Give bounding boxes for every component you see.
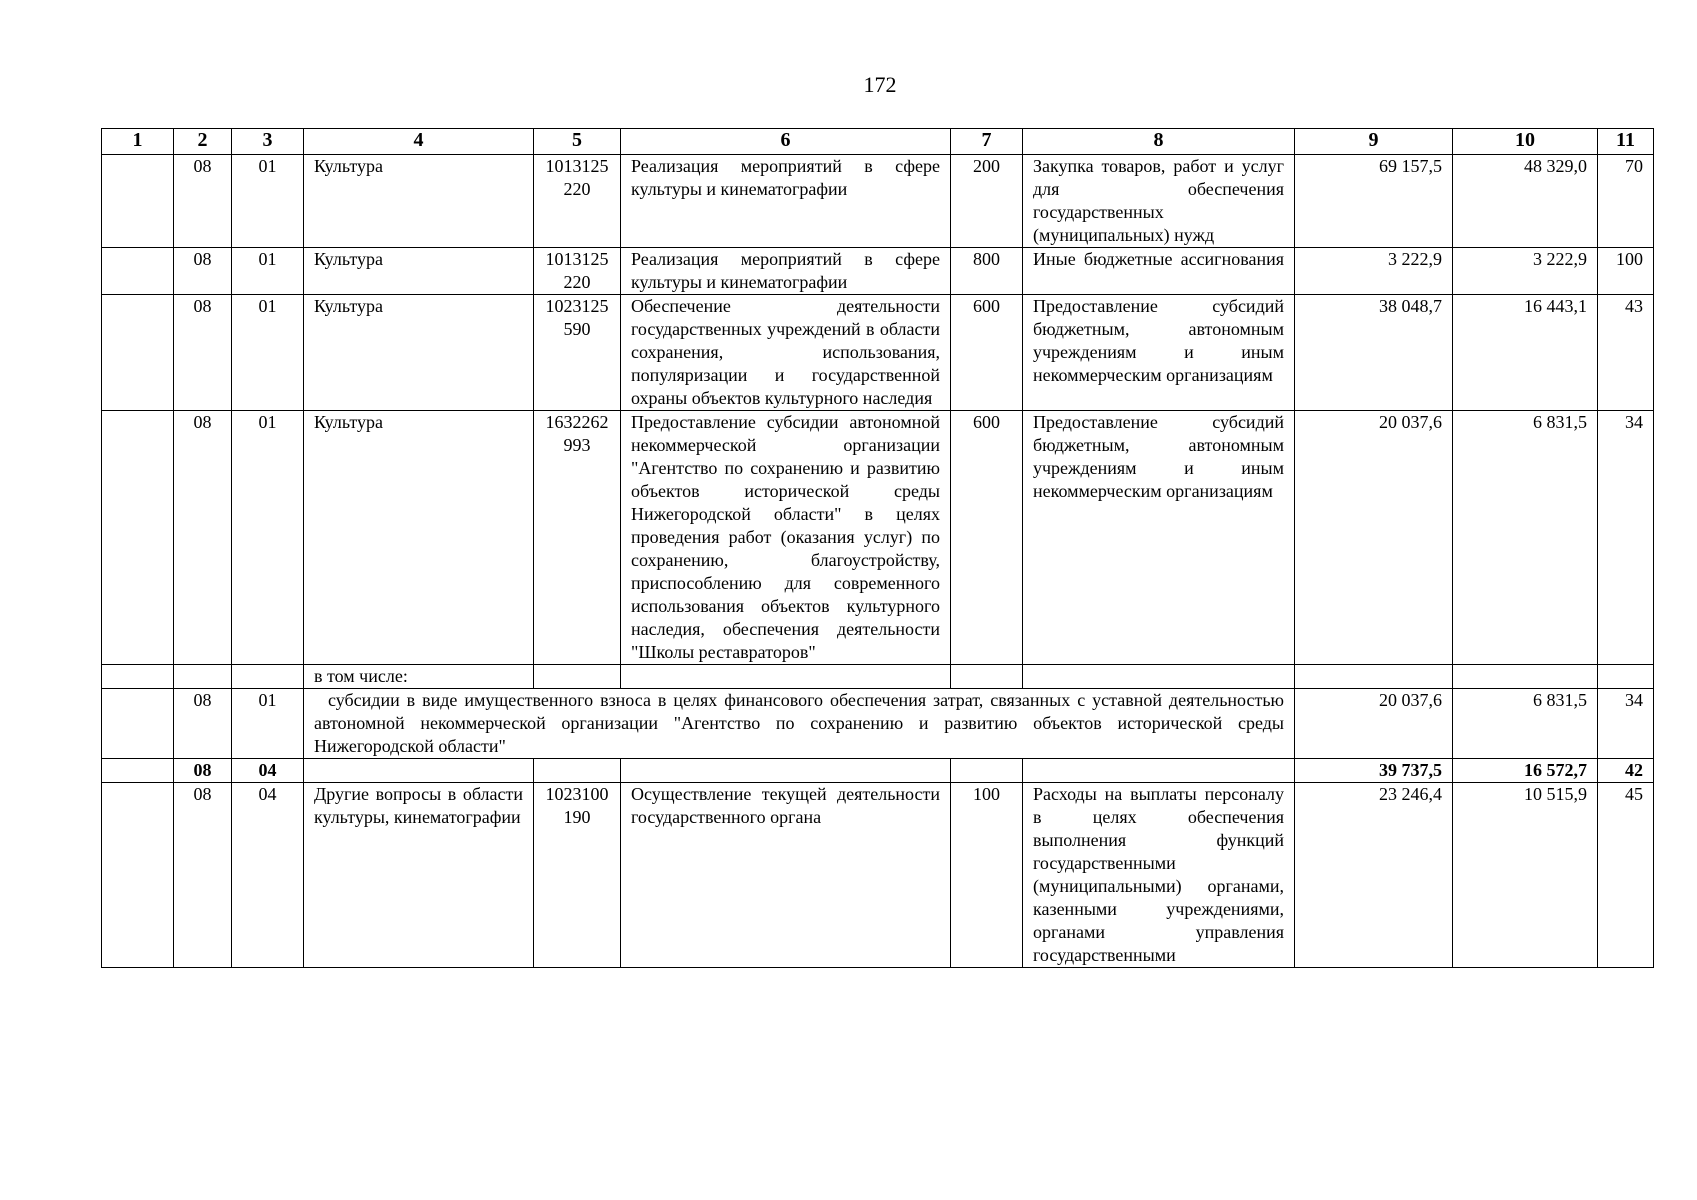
subtotal-row — [102, 759, 1654, 783]
cell-expense-type: 800 — [951, 248, 1023, 295]
table-row — [102, 295, 1654, 411]
cell-subsection: 04 — [232, 759, 304, 783]
cell-description: Осуществление текущей деятельности государственного органа — [621, 783, 951, 968]
cell-expense-name: Иные бюджетные ассигнования — [1023, 248, 1295, 295]
cell-plan: 39 737,5 — [1295, 759, 1453, 783]
column-header: 1 — [102, 129, 174, 155]
table-row — [102, 248, 1654, 295]
cell-percent: 34 — [1598, 411, 1654, 665]
cell-target-code: 1023100190 — [534, 783, 621, 968]
cell-expense-name: Предоставление субсидий бюджетным, автономным учреждениям и иным некоммерческим организациям — [1023, 295, 1295, 411]
column-header: 4 — [304, 129, 534, 155]
cell-plan: 23 246,4 — [1295, 783, 1453, 968]
column-header: 2 — [174, 129, 232, 155]
cell-col1 — [102, 248, 174, 295]
cell-section: 08 — [174, 411, 232, 665]
cell-subsection: 01 — [232, 155, 304, 248]
cell-actual: 48 329,0 — [1453, 155, 1598, 248]
cell-percent: 42 — [1598, 759, 1654, 783]
cell-subsection: 01 — [232, 689, 304, 759]
cell-subsection: 01 — [232, 295, 304, 411]
cell-expense-type: 200 — [951, 155, 1023, 248]
cell-target-code: 1013125220 — [534, 248, 621, 295]
cell-percent: 100 — [1598, 248, 1654, 295]
cell-section: 08 — [174, 248, 232, 295]
column-header: 8 — [1023, 129, 1295, 155]
cell-col1 — [102, 155, 174, 248]
cell-plan: 20 037,6 — [1295, 411, 1453, 665]
including-row — [102, 665, 1654, 689]
cell-name: Культура — [304, 411, 534, 665]
cell-name: Культура — [304, 248, 534, 295]
cell-actual: 3 222,9 — [1453, 248, 1598, 295]
cell-expense-name: Закупка товаров, работ и услуг для обеспечения государственных (муниципальных) нужд — [1023, 155, 1295, 248]
cell-expense-name: Предоставление субсидий бюджетным, автономным учреждениям и иным некоммерческим организациям — [1023, 411, 1295, 665]
cell-col1 — [102, 783, 174, 968]
cell-plan: 69 157,5 — [1295, 155, 1453, 248]
cell-section: 08 — [174, 783, 232, 968]
cell-description: Обеспечение деятельности государственных учреждений в области сохранения, использования, популяризации и государственной охраны объектов культурного наследия — [621, 295, 951, 411]
column-header: 11 — [1598, 129, 1654, 155]
cell-col1 — [102, 295, 174, 411]
cell-actual: 16 572,7 — [1453, 759, 1598, 783]
column-header: 7 — [951, 129, 1023, 155]
column-header: 3 — [232, 129, 304, 155]
cell-name: Культура — [304, 295, 534, 411]
column-header: 9 — [1295, 129, 1453, 155]
column-header: 10 — [1453, 129, 1598, 155]
header-row — [102, 129, 1654, 155]
cell-percent: 45 — [1598, 783, 1654, 968]
cell-actual: 10 515,9 — [1453, 783, 1598, 968]
subsidy-description: субсидии в виде имущественного взноса в целях финансового обеспечения затрат, связанных с уставной деятельностью автономной некоммерческой организации "Агентство по сохранению и развитию объектов исторической среды Нижегородской области" — [304, 689, 1295, 759]
cell-target-code: 1013125220 — [534, 155, 621, 248]
column-header: 6 — [621, 129, 951, 155]
cell-subsection: 01 — [232, 411, 304, 665]
column-header: 5 — [534, 129, 621, 155]
cell-expense-type: 600 — [951, 295, 1023, 411]
cell-target-code: 1632262993 — [534, 411, 621, 665]
budget-table — [101, 128, 1654, 968]
table-row — [102, 411, 1654, 665]
cell-percent: 70 — [1598, 155, 1654, 248]
cell-section: 08 — [174, 155, 232, 248]
cell-name: Другие вопросы в области культуры, кинематографии — [304, 783, 534, 968]
cell-expense-name: Расходы на выплаты персоналу в целях обеспечения выполнения функций государственными (муниципальными) органами, казенными учреждениями, органами управления государственными — [1023, 783, 1295, 968]
cell-section: 08 — [174, 689, 232, 759]
cell-percent: 43 — [1598, 295, 1654, 411]
cell-name: Культура — [304, 155, 534, 248]
page-number: 172 — [863, 72, 897, 97]
cell-description: Реализация мероприятий в сфере культуры и кинематографии — [621, 155, 951, 248]
cell-expense-type: 100 — [951, 783, 1023, 968]
cell-actual: 6 831,5 — [1453, 411, 1598, 665]
cell-subsection: 04 — [232, 783, 304, 968]
cell-subsection: 01 — [232, 248, 304, 295]
cell-description: Предоставление субсидии автономной некоммерческой организации "Агентство по сохранению и развитию объектов исторической среды Нижегородской области" в целях проведения работ (оказания услуг) по сохранению, благоустройству, приспособлению для современного использования объектов культурного наследия, обеспечения деятельности "Школы реставраторов" — [621, 411, 951, 665]
cell-target-code: 1023125590 — [534, 295, 621, 411]
cell-plan: 20 037,6 — [1295, 689, 1453, 759]
table-row — [102, 155, 1654, 248]
cell-plan: 38 048,7 — [1295, 295, 1453, 411]
table-row — [102, 783, 1654, 968]
cell-percent: 34 — [1598, 689, 1654, 759]
cell-actual: 6 831,5 — [1453, 689, 1598, 759]
including-label: в том числе: — [304, 665, 534, 689]
cell-col1 — [102, 411, 174, 665]
cell-plan: 3 222,9 — [1295, 248, 1453, 295]
cell-section: 08 — [174, 759, 232, 783]
cell-section: 08 — [174, 295, 232, 411]
cell-description: Реализация мероприятий в сфере культуры и кинематографии — [621, 248, 951, 295]
cell-expense-type: 600 — [951, 411, 1023, 665]
subsidy-row — [102, 689, 1654, 759]
cell-actual: 16 443,1 — [1453, 295, 1598, 411]
